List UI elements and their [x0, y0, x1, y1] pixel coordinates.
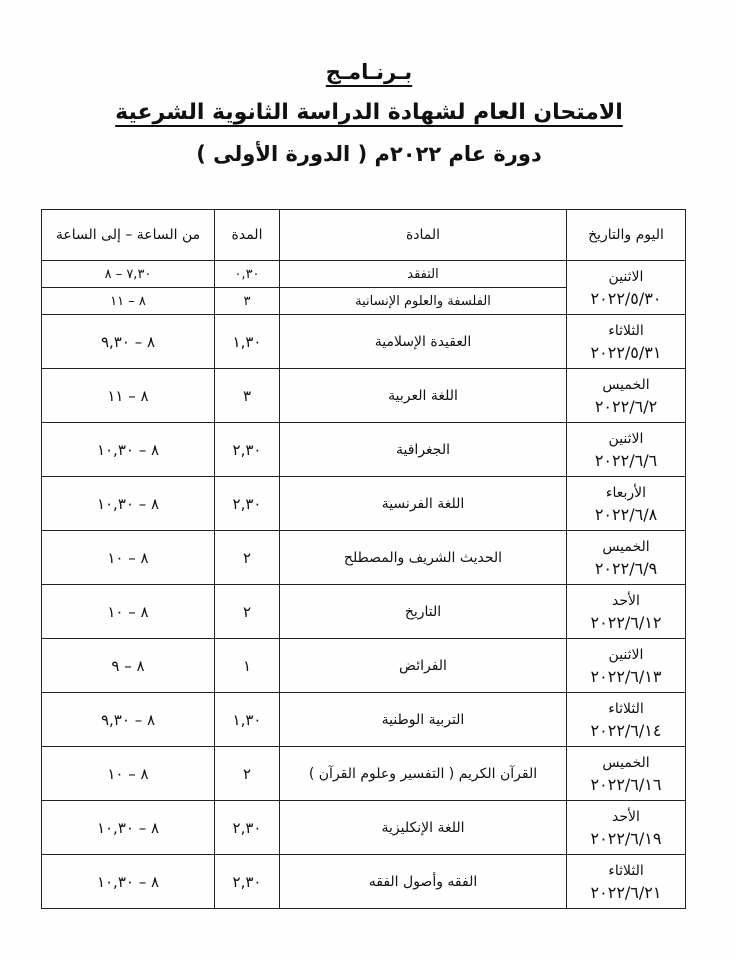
exam-date: ٢٠٢٢/٥/٣٠: [590, 288, 662, 308]
table-row: [42, 261, 686, 288]
day-date-cell: [567, 639, 686, 693]
exam-schedule-table: [41, 209, 686, 909]
duration-cell: ٢: [215, 531, 280, 585]
subject-cell: العقيدة الإسلامية: [280, 315, 567, 369]
day-date-cell: [567, 585, 686, 639]
header-day-date: اليوم والتاريخ: [567, 210, 686, 261]
exam-date: ٢٠٢٢/٦/٩: [594, 558, 658, 578]
subject-cell: التربية الوطنية: [280, 693, 567, 747]
day-date-cell: [567, 693, 686, 747]
table-row: [42, 315, 686, 369]
time-cell: ٨ – ١١: [42, 369, 215, 423]
exam-date: ٢٠٢٢/٥/٣١: [590, 342, 662, 362]
time-cell: ٨ – ١٠: [42, 585, 215, 639]
day-name: الاثنين: [608, 430, 644, 447]
table-row: [42, 801, 686, 855]
time-cell: ٨ – ٩,٣٠: [42, 315, 215, 369]
exam-date: ٢٠٢٢/٦/١٤: [590, 720, 662, 740]
table-row: [42, 531, 686, 585]
day-date-cell: [567, 261, 686, 315]
duration-cell: ٢,٣٠: [215, 801, 280, 855]
time-cell: ٨ – ١٠,٣٠: [42, 801, 215, 855]
duration-cell: ٢,٣٠: [215, 855, 280, 909]
exam-date: ٢٠٢٢/٦/١٢: [590, 612, 662, 632]
day-date-cell: [567, 477, 686, 531]
duration-cell: ٠,٣٠: [215, 261, 280, 288]
day-name: الخميس: [602, 376, 650, 393]
day-name: الثلاثاء: [608, 322, 644, 339]
day-date-cell: [567, 369, 686, 423]
duration-cell: ١,٣٠: [215, 315, 280, 369]
day-date-cell: [567, 855, 686, 909]
subject-cell: اللغة الفرنسية: [280, 477, 567, 531]
header-duration: المدة: [215, 210, 280, 261]
day-name: الأحد: [612, 808, 640, 825]
session-title: دورة عام ٢٠٢٢م ( الدورة الأولى ): [196, 142, 542, 166]
table-row: [42, 477, 686, 531]
exam-date: ٢٠٢٢/٦/١٩: [590, 828, 662, 848]
subject-cell: الفرائض: [280, 639, 567, 693]
day-name: الثلاثاء: [608, 700, 644, 717]
subject-cell: الفلسفة والعلوم الإنسانية: [280, 288, 567, 315]
subject-cell: الجغرافية: [280, 423, 567, 477]
table-row: [42, 693, 686, 747]
day-date-cell: [567, 423, 686, 477]
duration-cell: ١,٣٠: [215, 693, 280, 747]
time-cell: ٨ – ١٠,٣٠: [42, 477, 215, 531]
duration-cell: ٢: [215, 585, 280, 639]
time-cell: ٨ – ١٠: [42, 531, 215, 585]
schedule-body: [42, 261, 686, 909]
subject-cell: اللغة العربية: [280, 369, 567, 423]
subject-cell: اللغة الإنكليزية: [280, 801, 567, 855]
time-cell: ٨ – ١٠,٣٠: [42, 423, 215, 477]
day-date-cell: [567, 531, 686, 585]
exam-date: ٢٠٢٢/٦/٨: [594, 504, 658, 524]
day-date-cell: [567, 315, 686, 369]
subject-cell: التفقد: [280, 261, 567, 288]
time-cell: ٨ – ٩,٣٠: [42, 693, 215, 747]
exam-date: ٢٠٢٢/٦/٢١: [590, 882, 662, 902]
exam-date: ٢٠٢٢/٦/٢: [594, 396, 658, 416]
subject-cell: القرآن الكريم ( التفسير وعلوم القرآن ): [280, 747, 567, 801]
duration-cell: ٣: [215, 369, 280, 423]
subject-cell: التاريخ: [280, 585, 567, 639]
day-name: الخميس: [602, 538, 650, 555]
table-row: [42, 585, 686, 639]
subject-cell: الفقه وأصول الفقه: [280, 855, 567, 909]
duration-cell: ٢,٣٠: [215, 477, 280, 531]
table-row: [42, 639, 686, 693]
day-name: الاثنين: [608, 268, 644, 285]
day-date-cell: [567, 801, 686, 855]
exam-date: ٢٠٢٢/٦/٦: [594, 450, 658, 470]
time-cell: ٨ – ١٠: [42, 747, 215, 801]
table-row: [42, 369, 686, 423]
table-row: [42, 423, 686, 477]
time-cell: ٧,٣٠ – ٨: [42, 261, 215, 288]
table-header-row: [42, 210, 686, 261]
table-row: [42, 855, 686, 909]
table-row: [42, 747, 686, 801]
header-subject: المادة: [280, 210, 567, 261]
time-cell: ٨ – ١١: [42, 288, 215, 315]
time-cell: ٨ – ٩: [42, 639, 215, 693]
header-time: من الساعة – إلى الساعة: [42, 210, 215, 261]
day-name: الاثنين: [608, 646, 644, 663]
time-cell: ٨ – ١٠,٣٠: [42, 855, 215, 909]
duration-cell: ٢: [215, 747, 280, 801]
exam-date: ٢٠٢٢/٦/١٣: [590, 666, 662, 686]
program-title: بـرنـامـج: [325, 60, 413, 84]
day-date-cell: [567, 747, 686, 801]
day-name: الخميس: [602, 754, 650, 771]
day-name: الأربعاء: [605, 484, 647, 501]
day-name: الأحد: [612, 592, 640, 609]
duration-cell: ٢,٣٠: [215, 423, 280, 477]
duration-cell: ١: [215, 639, 280, 693]
day-name: الثلاثاء: [608, 862, 644, 879]
subject-cell: الحديث الشريف والمصطلح: [280, 531, 567, 585]
duration-cell: ٣: [215, 288, 280, 315]
exam-title: الامتحان العام لشهادة الدراسة الثانوية الشرعية: [115, 100, 623, 125]
exam-date: ٢٠٢٢/٦/١٦: [590, 774, 662, 794]
